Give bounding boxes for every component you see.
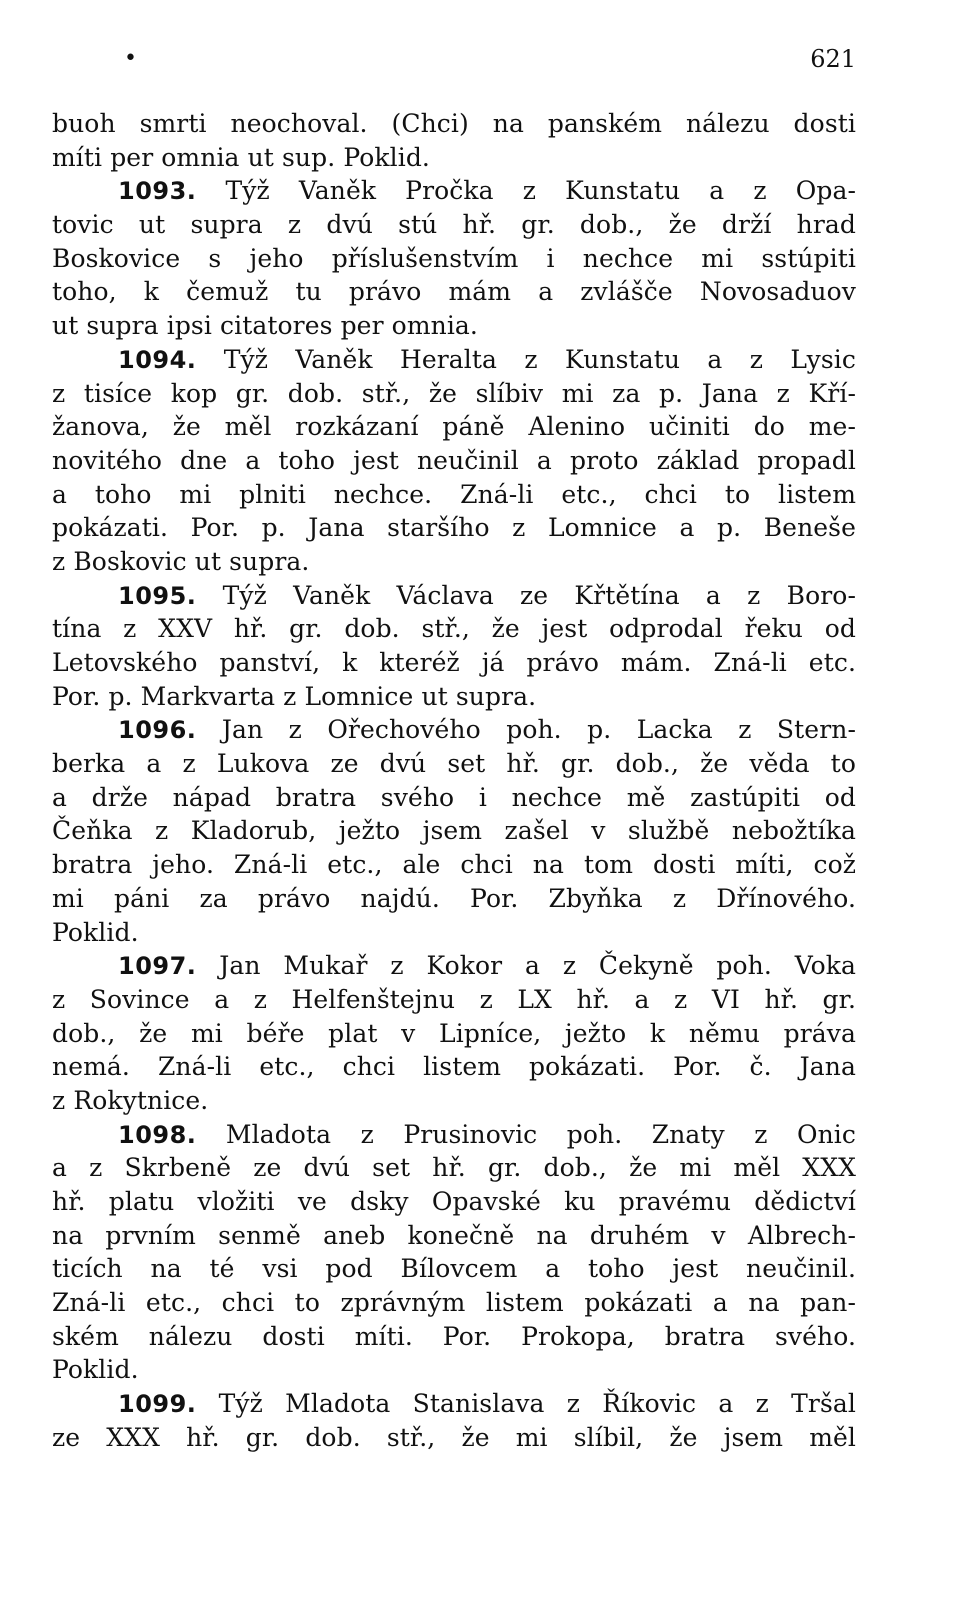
entry-number: 1096. [118,716,197,745]
line-text: Týž Mladota Stanislava z Říkovic a z Tršal [196,1389,856,1419]
line-text: dob., že mi béře plat v Lipníce, ježto k němu práva [52,1018,856,1048]
line-text: z Sovince a z Helfenštejnu z LX hř. a z VI hř. gr. [52,984,856,1014]
entry-first-line [52,713,856,747]
line-text: bratra jeho. Zná-li etc., ale chci na tom dosti míti, což [52,850,856,880]
text-line [52,478,856,512]
line-text: Týž Vaněk Heralta z Kunstatu a z Lysic [196,344,856,374]
line-text: Boskovice s jeho příslušenstvím i nechce mi sstúpiti [52,243,856,273]
text-line [52,983,856,1017]
line-text: z Rokytnice. [52,1085,209,1115]
text-line [52,275,856,309]
line-text: novitého dne a toho jest neučinil a proto základ propadl [52,445,856,475]
text-line [52,410,856,444]
entry-first-line [52,1118,856,1152]
entry-first-line [52,949,856,983]
line-text: a z Skrbeně ze dvú set hř. gr. dob., že mi měl XXX [52,1153,856,1183]
line-text: Čeňka z Kladorub, ježto jsem zašel v službě nebožtíka [52,816,856,846]
line-text: Letovského panství, k kteréž já právo mám. Zná-li etc. [52,648,856,677]
text-line [52,1185,856,1219]
text-line [52,1219,856,1253]
text-line [52,1050,856,1084]
line-text: tína z XXV hř. gr. dob. stř., že jest odprodal řeku od [52,614,856,644]
text-line [52,1151,856,1185]
line-text: Týž Vaněk Václava ze Křtětína a z Boro- [196,580,856,610]
text-line [52,1084,856,1118]
text-line [52,377,856,411]
line-text: ze XXX hř. gr. dob. stř., že mi slíbil, že jsem měl [52,1422,856,1452]
text-line [52,141,856,175]
line-text: hř. platu vložiti ve dsky Opavské ku pravému dědictví [52,1187,856,1216]
line-text: a drže nápad bratra svého i nechce mě zastúpiti od [52,782,856,812]
text-line [52,680,856,714]
text-line [52,1252,856,1286]
text-line [52,309,856,343]
text-line [52,747,856,781]
line-text: Jan Mukař z Kokor a z Čekyně poh. Voka [196,951,856,981]
entry-number: 1097. [118,952,197,981]
text-line [52,916,856,950]
line-text: Zná-li etc., chci to zprávným listem pokázati a na pan- [52,1288,856,1318]
line-text: z tisíce kop gr. dob. stř., že slíbiv mi za p. Jana z Kří- [52,378,856,408]
text-line [52,882,856,916]
line-text: tovic ut supra z dvú stú hř. gr. dob., že drží hrad [52,210,856,240]
line-text: pokázati. Por. p. Jana staršího z Lomnice a p. Beneše [52,513,856,543]
line-text: žanova, že měl rozkázaní páně Alenino učiniti do me- [52,412,856,442]
text-line [52,208,856,242]
text-line [52,242,856,276]
line-text: a toho mi plniti nechce. Zná-li etc., chci to listem [52,479,856,509]
line-text: z Boskovic ut supra. [52,546,310,576]
line-text: Poklid. [52,1355,139,1385]
text-line [52,1017,856,1051]
text-line [52,781,856,815]
line-text: ticích na té vsi pod Bílovcem a toho jest neučinil. [52,1254,856,1284]
page-body-text [52,107,856,1455]
page-number: 621 [810,45,856,73]
line-text: ském nálezu dosti míti. Por. Prokopa, bratra svého. [52,1321,856,1351]
entry-number: 1098. [118,1120,197,1149]
line-text: Mladota z Prusinovic poh. Znaty z Onic [196,1119,856,1149]
entry-first-line [52,1387,856,1421]
line-text: nemá. Zná-li etc., chci listem pokázati. Por. č. Jana [52,1052,856,1082]
line-text: Jan z Ořechového poh. p. Lacka z Stern- [196,715,856,745]
entry-first-line [52,343,856,377]
line-text: na prvním senmě aneb konečně na druhém v Albrech- [52,1220,856,1250]
text-line [52,814,856,848]
entry-number: 1094. [118,345,197,374]
text-line [52,1421,856,1455]
line-text: toho, k čemuž tu právo mám a zvlášče Novosaduov [52,277,856,307]
text-line [52,612,856,646]
page-mark: • [124,46,137,71]
text-line [52,646,856,680]
line-text: Týž Vaněk Pročka z Kunstatu a z Opa- [196,176,856,206]
line-text: ut supra ipsi citatores per omnia. [52,311,478,341]
line-text: mi páni za právo najdú. Por. Zbyňka z Dřínového. [52,883,856,913]
line-text: Por. p. Markvarta z Lomnice ut supra. [52,681,537,711]
text-line [52,1353,856,1387]
line-text: buoh smrti neochoval. (Chci) na panském nálezu dosti [52,109,856,138]
entry-first-line [52,174,856,208]
text-line [52,107,856,141]
entry-first-line [52,579,856,613]
text-line [52,545,856,579]
line-text: berka a z Lukova ze dvú set hř. gr. dob., že věda to [52,749,856,779]
text-line [52,1320,856,1354]
line-text: míti per omnia ut sup. Poklid. [52,142,430,172]
text-line [52,848,856,882]
line-text: Poklid. [52,917,139,947]
page-header [52,42,856,82]
entry-number: 1095. [118,581,197,610]
entry-number: 1099. [118,1390,197,1419]
text-line [52,511,856,545]
text-line [52,1286,856,1320]
entry-number: 1093. [118,177,197,206]
text-line [52,444,856,478]
